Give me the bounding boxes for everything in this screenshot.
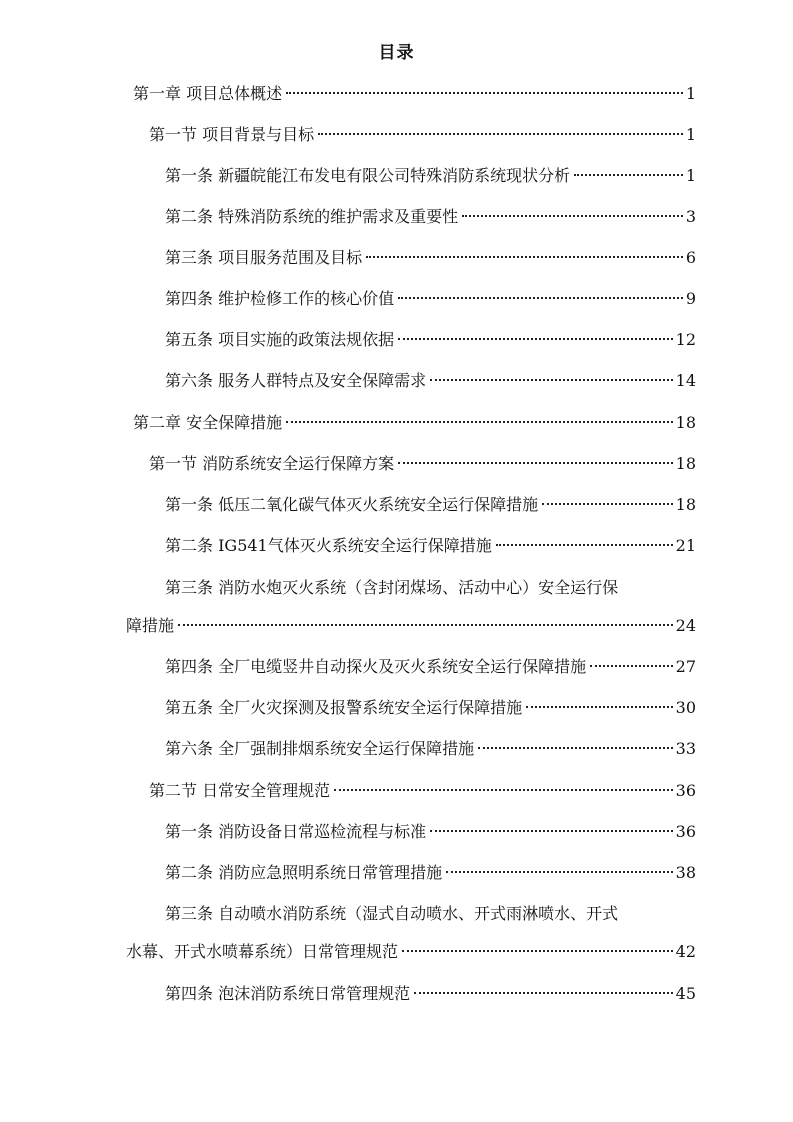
toc-entry-label: 第四条 全厂电缆竖井自动探火及灭火系统安全运行保障措施 xyxy=(165,657,587,676)
toc-entry-label: 第四条 维护检修工作的核心价值 xyxy=(165,289,395,308)
toc-entry-page: 18 xyxy=(675,495,696,514)
toc-entry-chapter-1[interactable] xyxy=(133,82,696,106)
toc-entry-label: 第六条 全厂强制排烟系统安全运行保障措施 xyxy=(165,739,475,758)
dot-leader xyxy=(496,544,673,546)
toc-entry-page: 36 xyxy=(675,822,696,841)
toc-entry-label: 第二条 IG541气体灭火系统安全运行保障措施 xyxy=(165,536,492,555)
toc-entry-article-2-2-2[interactable] xyxy=(165,861,696,885)
dot-leader xyxy=(590,665,673,667)
toc-entry-article-4[interactable] xyxy=(165,287,696,311)
toc-entry-page: 33 xyxy=(675,739,696,758)
toc-entry-label: 第一条 新疆皖能江布发电有限公司特殊消防系统现状分析 xyxy=(165,166,571,185)
toc-entry-label: 障措施 xyxy=(126,616,175,635)
toc-entry-article-5[interactable] xyxy=(165,328,696,352)
toc-entry-article-2-2-3-line1[interactable]: 第三条 自动喷水消防系统（湿式自动喷水、开式雨淋喷水、开式 xyxy=(165,904,619,923)
toc-entry-label: 水幕、开式水喷幕系统）日常管理规范 xyxy=(126,942,399,961)
toc-title: 目录 xyxy=(378,43,415,63)
toc-entry-page: 9 xyxy=(685,289,696,308)
toc-entry-page: 3 xyxy=(685,207,696,226)
toc-entry-label: 第三条 项目服务范围及目标 xyxy=(165,248,363,267)
dot-leader xyxy=(430,830,673,832)
dot-leader xyxy=(334,789,673,791)
toc-entry-page: 6 xyxy=(685,248,696,267)
dot-leader xyxy=(318,133,683,135)
toc-entry-article-2-1-4[interactable] xyxy=(165,655,696,679)
toc-entry-page: 14 xyxy=(675,371,696,390)
dot-leader xyxy=(414,992,673,994)
toc-entry-label: 第一节 消防系统安全运行保障方案 xyxy=(149,454,395,473)
toc-entry-page: 21 xyxy=(675,536,696,555)
toc-entry-label: 第六条 服务人群特点及安全保障需求 xyxy=(165,371,427,390)
toc-entry-page: 1 xyxy=(685,84,696,103)
toc-entry-chapter-2[interactable] xyxy=(133,411,696,435)
toc-entry-page: 24 xyxy=(675,616,696,635)
toc-entry-article-2-2-1[interactable] xyxy=(165,820,696,844)
toc-entry-article-2-1-3-line1[interactable]: 第三条 消防水炮灭火系统（含封闭煤场、活动中心）安全运行保 xyxy=(165,578,619,597)
dot-leader xyxy=(286,421,673,423)
toc-entry-page: 45 xyxy=(675,984,696,1003)
toc-entry-label: 第二节 日常安全管理规范 xyxy=(149,781,331,800)
dot-leader xyxy=(398,297,683,299)
toc-entry-page: 27 xyxy=(675,657,696,676)
toc-entry-label: 第一条 消防设备日常巡检流程与标准 xyxy=(165,822,427,841)
toc-entry-label: 第二章 安全保障措施 xyxy=(133,413,283,432)
toc-entry-label: 第五条 项目实施的政策法规依据 xyxy=(165,330,395,349)
toc-entry-article-2-1-6[interactable] xyxy=(165,737,696,761)
dot-leader xyxy=(366,256,683,258)
toc-entry-page: 18 xyxy=(675,413,696,432)
dot-leader xyxy=(430,379,673,381)
toc-entry-page: 30 xyxy=(675,698,696,717)
toc-entry-page: 1 xyxy=(685,166,696,185)
toc-entry-section-2-1[interactable] xyxy=(149,452,696,476)
toc-entry-article-2-1-2[interactable] xyxy=(165,534,696,558)
toc-entry-article-2-2-3[interactable] xyxy=(126,940,696,964)
toc-entry-label: 第五条 全厂火灾探测及报警系统安全运行保障措施 xyxy=(165,698,523,717)
dot-leader xyxy=(446,871,673,873)
dot-leader xyxy=(478,747,673,749)
dot-leader xyxy=(398,462,673,464)
dot-leader xyxy=(574,174,683,176)
toc-entry-page: 42 xyxy=(675,942,696,961)
dot-leader xyxy=(462,215,683,217)
toc-entry-section-2-2[interactable] xyxy=(149,779,696,803)
toc-entry-label: 第一章 项目总体概述 xyxy=(133,84,283,103)
dot-leader xyxy=(526,706,673,708)
dot-leader xyxy=(286,92,683,94)
toc-entry-page: 1 xyxy=(685,125,696,144)
toc-entry-label: 第一节 项目背景与目标 xyxy=(149,125,315,144)
dot-leader xyxy=(402,950,673,952)
toc-entry-page: 18 xyxy=(675,454,696,473)
dot-leader xyxy=(398,338,673,340)
toc-entry-article-3[interactable] xyxy=(165,246,696,270)
toc-entry-section-1-1[interactable] xyxy=(149,123,696,147)
toc-entry-label: 第一条 低压二氧化碳气体灭火系统安全运行保障措施 xyxy=(165,495,539,514)
toc-entry-article-2-1-5[interactable] xyxy=(165,696,696,720)
toc-entry-article-2-1-1[interactable] xyxy=(165,493,696,517)
toc-entry-article-2-2-4[interactable] xyxy=(165,982,696,1006)
toc-entry-label: 第四条 泡沫消防系统日常管理规范 xyxy=(165,984,411,1003)
toc-entry-page: 12 xyxy=(675,330,696,349)
toc-entry-article-2[interactable] xyxy=(165,205,696,229)
toc-entry-label: 第二条 消防应急照明系统日常管理措施 xyxy=(165,863,443,882)
toc-entry-article-1[interactable] xyxy=(165,164,696,188)
toc-entry-label: 第二条 特殊消防系统的维护需求及重要性 xyxy=(165,207,459,226)
toc-entry-page: 38 xyxy=(675,863,696,882)
dot-leader xyxy=(178,624,673,626)
toc-entry-article-2-1-3[interactable] xyxy=(126,614,696,638)
toc-entry-article-6[interactable] xyxy=(165,369,696,393)
toc-entry-page: 36 xyxy=(675,781,696,800)
dot-leader xyxy=(542,503,673,505)
